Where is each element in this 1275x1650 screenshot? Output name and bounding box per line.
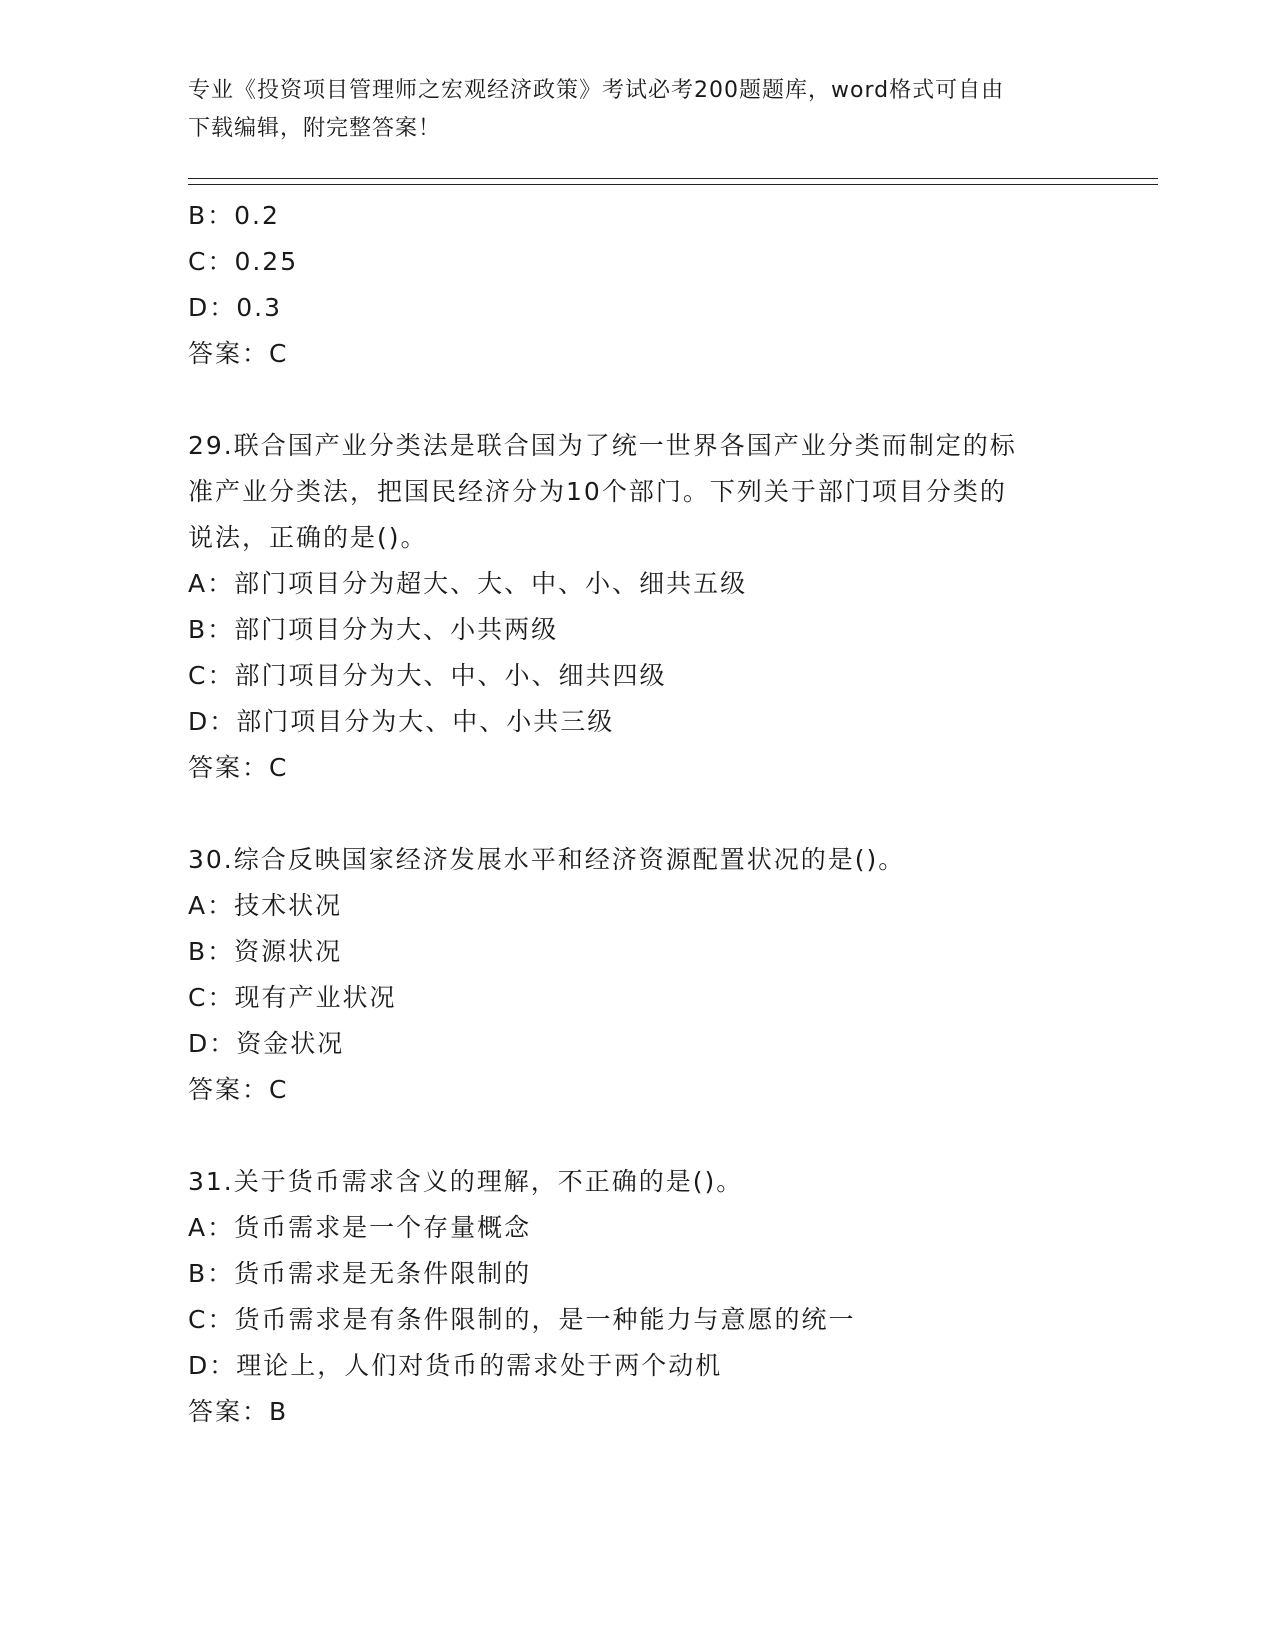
option-d: D：部门项目分为大、中、小共三级 [188,707,615,736]
option-d: D：理论上，人们对货币的需求处于两个动机 [188,1351,723,1380]
question-31 [188,1159,1088,1435]
option-b: B：资源状况 [188,937,343,966]
answer: 答案：C [188,753,289,782]
document-header [188,72,1088,148]
header-line-2: 下载编辑，附完整答案！ [188,116,442,141]
answer: 答案：C [188,339,289,368]
option-a: A：部门项目分为超大、大、中、小、细共五级 [188,569,748,598]
question-stem: 说法，正确的是()。 [188,523,428,552]
option-c: C：货币需求是有条件限制的，是一种能力与意愿的统一 [188,1305,856,1334]
question-30 [188,837,1088,1113]
answer: 答案：B [188,1397,289,1426]
option-b: B：部门项目分为大、小共两级 [188,615,559,644]
question-stem: 30.综合反映国家经济发展水平和经济资源配置状况的是()。 [188,845,906,874]
question-stem: 29.联合国产业分类法是联合国为了统一世界各国产业分类而制定的标 [188,431,1017,460]
question-28-continued [188,193,1088,377]
question-stem: 31.关于货币需求含义的理解，不正确的是()。 [188,1167,744,1196]
option-c: C：现有产业状况 [188,983,397,1012]
question-stem: 准产业分类法，把国民经济分为10个部门。下列关于部门项目分类的 [188,477,1007,506]
header-line-1: 专业《投资项目管理师之宏观经济政策》考试必考200题题库，word格式可自由 [188,78,1005,103]
header-double-rule [188,178,1158,185]
question-29 [188,423,1088,791]
option-a: A：技术状况 [188,891,343,920]
option-c: C：部门项目分为大、中、小、细共四级 [188,661,667,690]
option-d: D：0.3 [188,293,283,322]
option-b: B：货币需求是无条件限制的 [188,1259,532,1288]
option-d: D：资金状况 [188,1029,345,1058]
answer: 答案：C [188,1075,289,1104]
option-b: B：0.2 [188,201,280,230]
option-a: A：货币需求是一个存量概念 [188,1213,532,1242]
option-c: C：0.25 [188,247,299,276]
document-body [188,193,1088,1435]
